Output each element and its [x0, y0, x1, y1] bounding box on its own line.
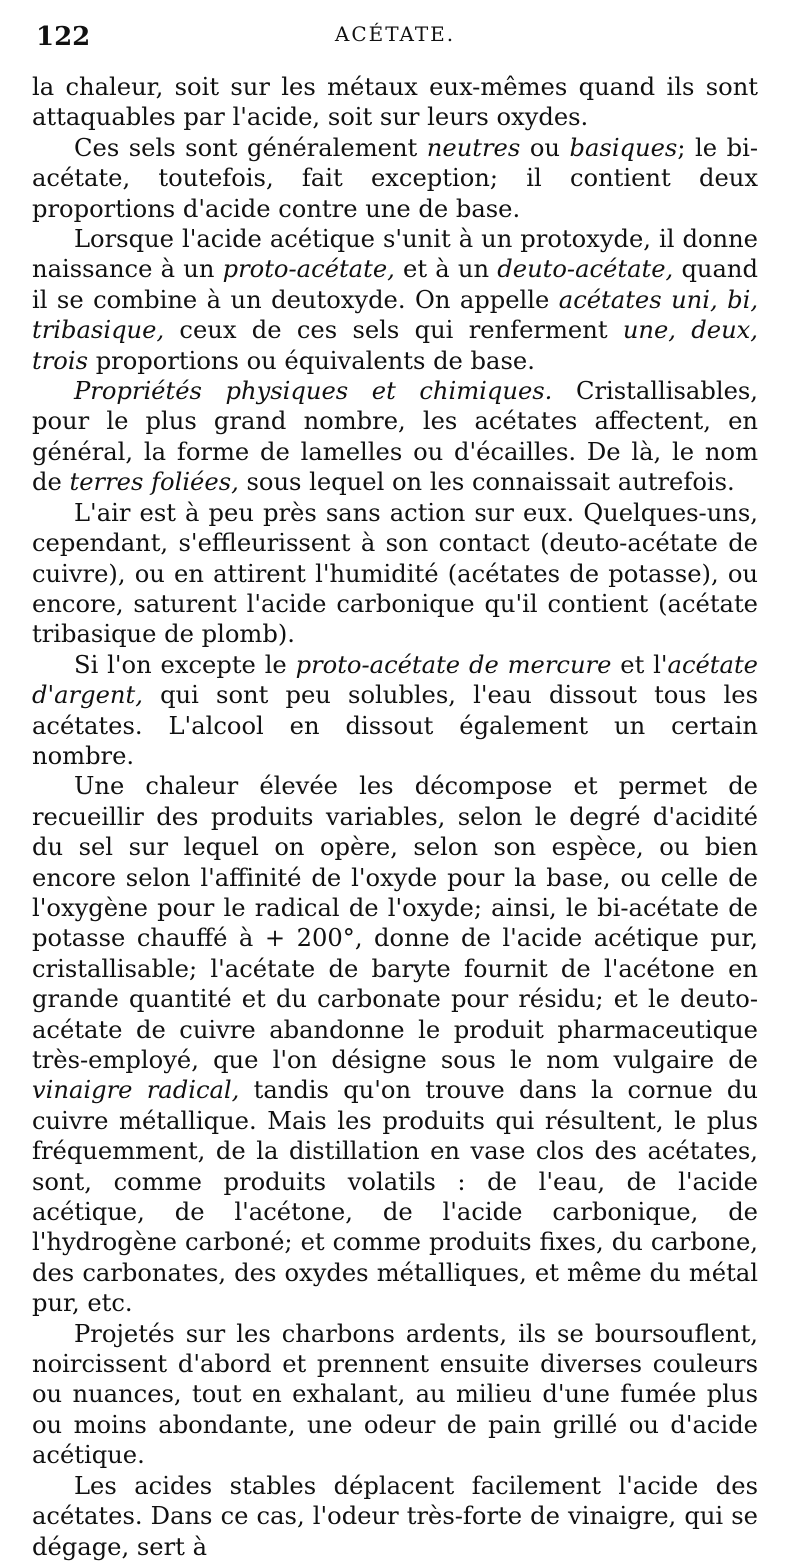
italic-text-run: deuto-acétate, — [497, 255, 674, 284]
text-run: Projetés sur les charbons ardents, ils se boursouflent, noircissent d'abord et prennent ensuite diverses couleurs ou nuances, tout en exhalant, au milieu d'une fumée plus ou moins abondante, une odeur de pain grillé ou d'acide acétique. — [32, 1319, 758, 1470]
text-run: L'air est à peu près sans action sur eux. Quelques-uns, cependant, s'effleurissent à son contact (deuto-acétate de cuivre), ou en attirent l'humidité (acétates de potasse), ou encore, saturent l'acide carbonique qu'il contient (acétate tribasique de plomb). — [32, 498, 758, 649]
italic-text-run: basiques — [569, 133, 678, 162]
italic-text-run: acétate d'argent, — [32, 650, 758, 710]
italic-text-run: acétates uni, bi, tribasique, — [32, 285, 759, 345]
page-number: 122 — [36, 22, 91, 52]
text-run: ou — [520, 133, 570, 162]
text-run: sous lequel on les connaissait autrefois. — [238, 468, 735, 497]
paragraph — [32, 1471, 758, 1562]
running-title: ACÉTATE. — [334, 22, 456, 46]
text-run: quand il se combine à un deutoxyde. On appelle — [32, 255, 758, 314]
body-text — [32, 72, 758, 1562]
italic-text-run: neutres — [426, 133, 521, 162]
paragraph — [32, 498, 758, 650]
text-run: Cristallisables, pour le plus grand nombre, les acétates affectent, en général, la forme de lamelles ou d'écailles. De là, le nom de — [32, 377, 758, 497]
paragraph — [32, 1319, 758, 1471]
italic-text-run: une, deux, trois — [32, 316, 758, 375]
text-run: proportions ou équivalents de base. — [88, 346, 535, 375]
text-run: Les acides stables déplacent facilement l'acide des acétates. Dans ce cas, l'odeur très-forte de vinaigre, qui se dégage, sert à — [32, 1471, 758, 1561]
paragraph — [32, 72, 758, 133]
italic-text-run: Propriétés physiques et chimiques. — [74, 377, 553, 406]
text-run: Si l'on excepte le — [74, 650, 296, 679]
paragraph — [32, 771, 758, 1318]
text-run: Lorsque l'acide acétique s'unit à un protoxyde, il donne naissance à un — [32, 225, 758, 284]
paragraph — [32, 224, 758, 376]
text-run: la chaleur, soit sur les métaux eux-mêmes quand ils sont attaquables par l'acide, soit sur leurs oxydes. — [32, 73, 758, 132]
text-run: tandis qu'on trouve dans la cornue du cuivre métallique. Mais les produits qui résultent, le plus fréquemment, de la distillation en vase clos des acétates, sont, comme produits volatils : de l'eau, de l'acide acétique, de l'acétone, de l'acide carbonique, de l'hydrogène carboné; et comme produits fixes, du carbone, des carbonates, des oxydes métalliques, et même du métal pur, etc. — [32, 1076, 758, 1318]
text-run: Une chaleur élevée les décompose et permet de recueillir des produits variables, selon le degré d'acidité du sel sur lequel on opère, selon son espèce, ou bien encore selon l'affinité de l'oxyde pour la base, ou celle de l'oxygène pour le radical de l'oxyde; ainsi, le bi-acétate de potasse chauffé à + 200°, donne de l'acide acétique pur, cristallisable; l'acétate de baryte fournit de l'acétone en grande quantité et du carbonate pour résidu; et le deuto-acétate de cuivre abandonne le produit pharmaceutique très-employé, que l'on désigne sous le nom vulgaire de — [32, 772, 758, 1074]
paragraph — [32, 133, 758, 224]
text-run: ceux de ces sels qui renferment — [164, 316, 623, 345]
italic-text-run: proto-acétate, — [222, 255, 395, 284]
text-run: ; le bi-acétate, toutefois, fait exception; il contient deux proportions d'acide contre une de base. — [32, 133, 759, 223]
running-head — [32, 18, 758, 58]
italic-text-run: terres foliées, — [69, 468, 239, 497]
text-run: qui sont peu solubles, l'eau dissout tous les acétates. L'alcool en dissout également un certain nombre. — [32, 681, 758, 770]
text-run: et l' — [611, 650, 668, 679]
italic-text-run: proto-acétate de mercure — [295, 650, 612, 679]
paragraph — [32, 376, 758, 498]
text-run: et à un — [394, 255, 498, 284]
paragraph — [32, 650, 758, 772]
text-run: Ces sels sont généralement — [74, 133, 427, 162]
italic-text-run: vinaigre radical, — [32, 1076, 240, 1105]
